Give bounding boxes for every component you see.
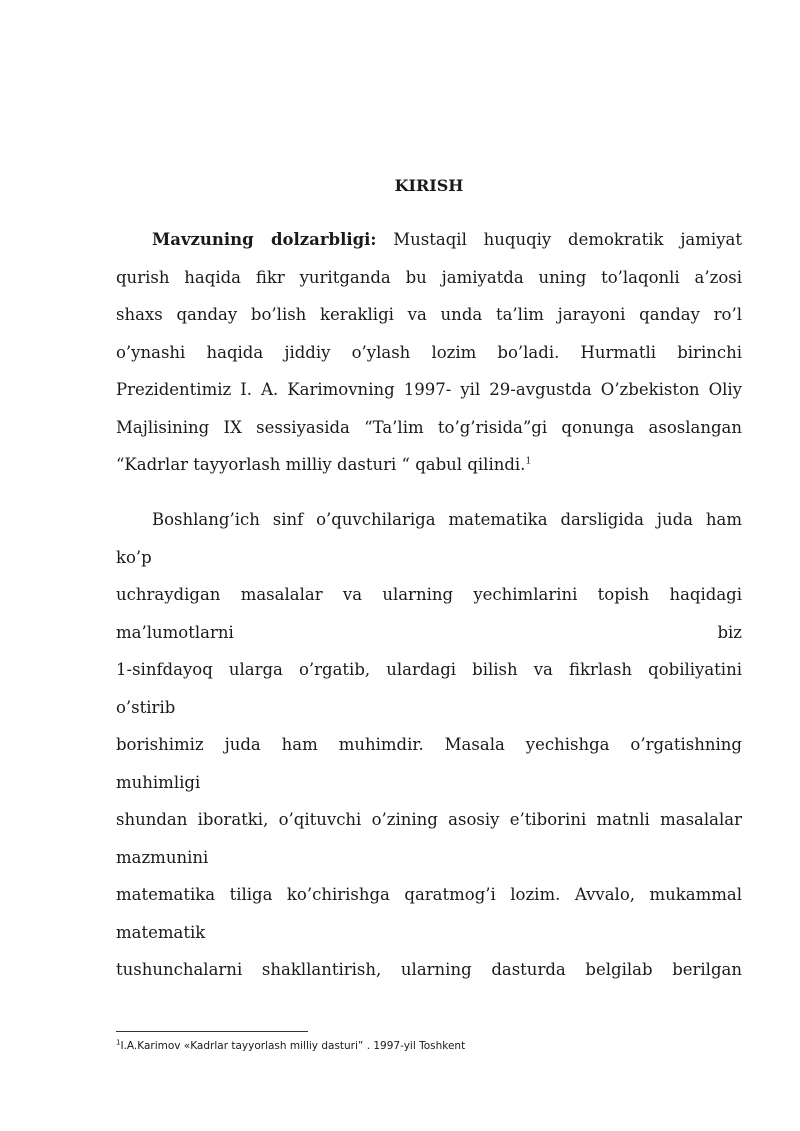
footnote bbox=[116, 1039, 465, 1053]
text-line: o’stirib bbox=[116, 697, 176, 717]
text-line: “Kadrlar tayyorlash milliy dasturi “ qabul qilindi.$^1$ bbox=[116, 455, 532, 474]
text-line: matematik bbox=[116, 922, 206, 942]
footnote-reference[interactable]: 1 bbox=[525, 456, 532, 467]
text-line: ko’p bbox=[116, 547, 152, 567]
text-line: matematika tiliga ko’chirishga qaratmog’i lozim. Avvalo, mukammal bbox=[116, 885, 742, 904]
text-line: Majlisining IX sessiyasida “Ta’lim to’g’risida”gi qonunga asoslangan bbox=[116, 417, 742, 437]
text-line: uchraydigan masalalar va ularning yechimlarini topish haqidagi bbox=[116, 585, 742, 604]
text-line: qurish haqida fikr yuritganda bu jamiyatda uning to’laqonli a’zosi bbox=[116, 267, 742, 287]
footnote-text: I.A.Karimov «Kadrlar tayyorlash milliy dasturi” . 1997-yil Toshkent bbox=[120, 1040, 466, 1052]
text-line: muhimligi bbox=[116, 772, 201, 792]
text-line: borishimiz juda ham muhimdir. Masala yechishga o’rgatishning bbox=[116, 735, 742, 754]
text-line: ma’lumotlarni biz bbox=[116, 622, 742, 642]
text-line: Mavzuning dolzarbligi: Mustaqil huquqiy demokratik jamiyat bbox=[152, 230, 742, 249]
text-line: o’ynashi haqida jiddiy o’ylash lozim bo’ladi. Hurmatli birinchi bbox=[116, 342, 742, 362]
footnote-separator bbox=[116, 1031, 308, 1032]
paragraph-relevance bbox=[116, 221, 742, 484]
text-line: tushunchalarni shakllantirish, ularning dasturda belgilab berilgan bbox=[116, 960, 742, 979]
page-title: KIRISH bbox=[394, 176, 464, 195]
text-line: 1-sinfdayoq ularga o’rgatib, ulardagi bilish va fikrlash qobiliyatini bbox=[116, 660, 742, 679]
text-line: shaxs qanday bo’lish kerakligi va unda ta’lim jarayoni qanday ro’l bbox=[116, 305, 742, 324]
text-line: Boshlang’ich sinf o’quvchilariga matematika darsligida juda ham bbox=[152, 510, 742, 529]
text-line: shundan iboratki, o’qituvchi o’zining asosiy e’tiborini matnli masalalar bbox=[116, 810, 742, 829]
footnote-number: 1 bbox=[116, 1038, 121, 1047]
paragraph-problems bbox=[116, 501, 742, 989]
text-line: Prezidentimiz I. A. Karimovning 1997- yil 29-avgustda O’zbekiston Oliy bbox=[116, 380, 742, 399]
text-line: mazmunini bbox=[116, 847, 209, 867]
lead-phrase: Mavzuning dolzarbligi: bbox=[152, 230, 377, 249]
